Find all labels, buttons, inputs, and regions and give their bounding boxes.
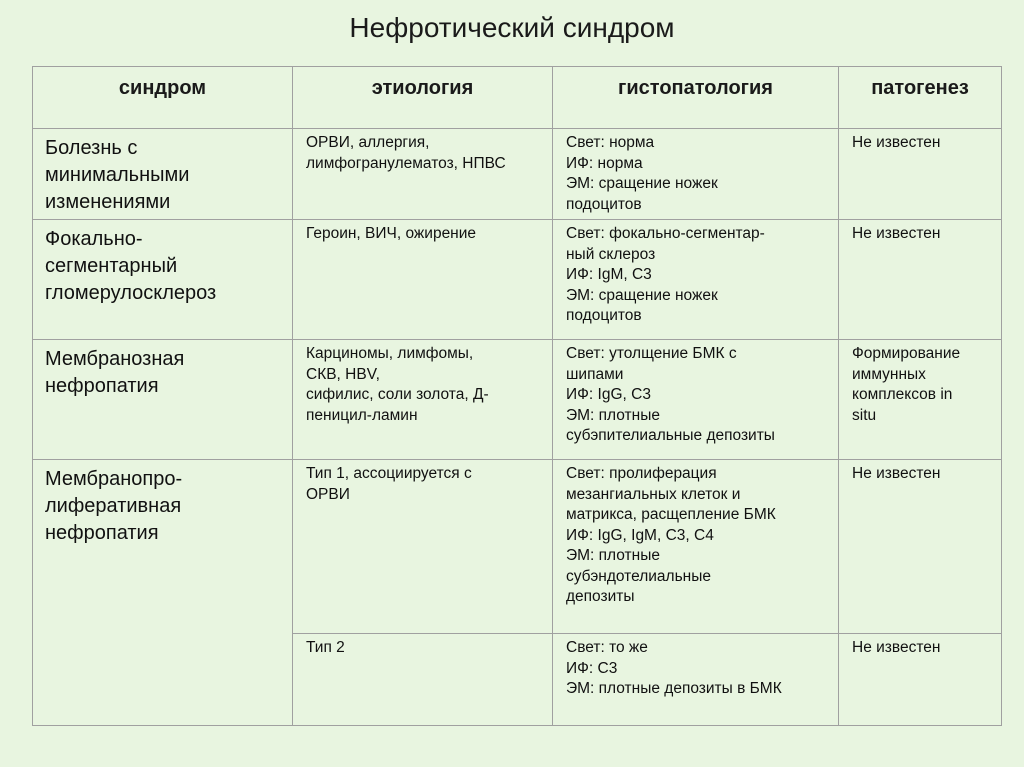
pathogenesis-cell [839,129,1002,220]
cell-line: ЭМ: плотные [566,406,660,424]
cell-line: матрикса, расщепление БМК [566,506,776,523]
cell-line: Не известен [852,134,941,151]
cell-line: изменениями [45,191,171,213]
cell-line: situ [852,406,877,424]
table-row [33,340,1002,460]
cell-line: нефропатия [45,375,159,397]
slide-title: Нефротический синдром [349,12,675,43]
cell-line: сегментарный [45,255,178,277]
column-header-etiology: этиология [293,67,553,129]
cell-line: иммунных [852,365,926,383]
cell-line: Не известен [852,225,941,242]
cell-line: ИФ: С3 [566,659,618,677]
cell-line: Формирование [852,345,961,362]
cell-line: Не известен [852,465,941,482]
etiology-cell [293,220,553,340]
etiology-cell [293,129,553,220]
etiology-cell [293,634,553,726]
nephrotic-syndrome-table [32,66,1002,726]
etiology-cell [293,460,553,634]
cell-line: гломерулосклероз [45,282,217,304]
cell-line: подоцитов [566,195,642,213]
histopathology-cell [553,129,839,220]
cell-line: Тип 1, ассоциируется с [306,465,472,482]
table-row [33,129,1002,220]
cell-line: ОРВИ, аллергия, [306,134,430,151]
cell-line: Свет: то же [566,639,648,656]
cell-line: Свет: норма [566,134,655,151]
cell-line: СКВ, HBV, [306,365,380,383]
cell-line: ЭМ: плотные [566,547,660,564]
cell-line: ИФ: норма [566,154,643,172]
cell-line: ЭМ: сращение ножек [566,175,718,192]
cell-line: ИФ: IgG, С3 [566,386,651,403]
cell-line: мезангиальных клеток и [566,485,741,503]
histopathology-cell [553,634,839,726]
pathogenesis-cell [839,340,1002,460]
cell-line: ЭМ: плотные депозиты в БМК [566,680,782,697]
cell-line: ИФ: IgM, С3 [566,266,652,283]
histopathology-cell [553,340,839,460]
cell-line: ИФ: IgG, IgM, С3, С4 [566,526,714,544]
cell-line: лиферативная [45,495,182,517]
pathogenesis-cell [839,634,1002,726]
table-row [33,460,1002,634]
cell-line: Свет: фокально-сегментар- [566,225,765,242]
histopathology-cell [553,460,839,634]
cell-line: Болезнь с [45,137,138,159]
cell-line: ный склероз [566,245,656,263]
column-header-histopathology: гистопатология [553,67,839,129]
pathogenesis-cell [839,220,1002,340]
cell-line: субэндотелиальные [566,567,711,585]
cell-line: Свет: пролиферация [566,465,717,482]
syndrome-cell [33,340,293,460]
cell-line: ОРВИ [306,485,350,503]
column-header-pathogenesis: патогенез [839,67,1002,129]
syndrome-cell [33,460,293,726]
cell-line: подоцитов [566,307,642,324]
cell-line: депозиты [566,588,635,605]
column-header-syndrome: синдром [33,67,293,129]
cell-line: пеницил-ламин [306,406,418,424]
histopathology-cell [553,220,839,340]
cell-line: Тип 2 [306,639,345,656]
cell-line: лимфогранулематоз, НПВС [306,154,506,172]
table-row [33,220,1002,340]
cell-line: Фокально- [45,228,143,250]
etiology-cell [293,340,553,460]
pathogenesis-cell [839,460,1002,634]
cell-line: Мембранозная [45,348,185,370]
cell-line: сифилис, соли золота, Д- [306,386,489,403]
syndrome-cell [33,220,293,340]
cell-line: шипами [566,365,624,383]
cell-line: Героин, ВИЧ, ожирение [306,225,477,242]
cell-line: Карциномы, лимфомы, [306,345,474,362]
table-header-row [33,67,1002,129]
cell-line: Не известен [852,639,941,656]
cell-line: субэпителиальные депозиты [566,427,775,444]
cell-line: Свет: утолщение БМК с [566,345,737,362]
cell-line: Мембранопро- [45,468,183,490]
syndrome-cell [33,129,293,220]
cell-line: комплексов in [852,386,953,403]
cell-line: ЭМ: сращение ножек [566,286,718,304]
cell-line: нефропатия [45,522,159,544]
cell-line: минимальными [45,164,190,186]
